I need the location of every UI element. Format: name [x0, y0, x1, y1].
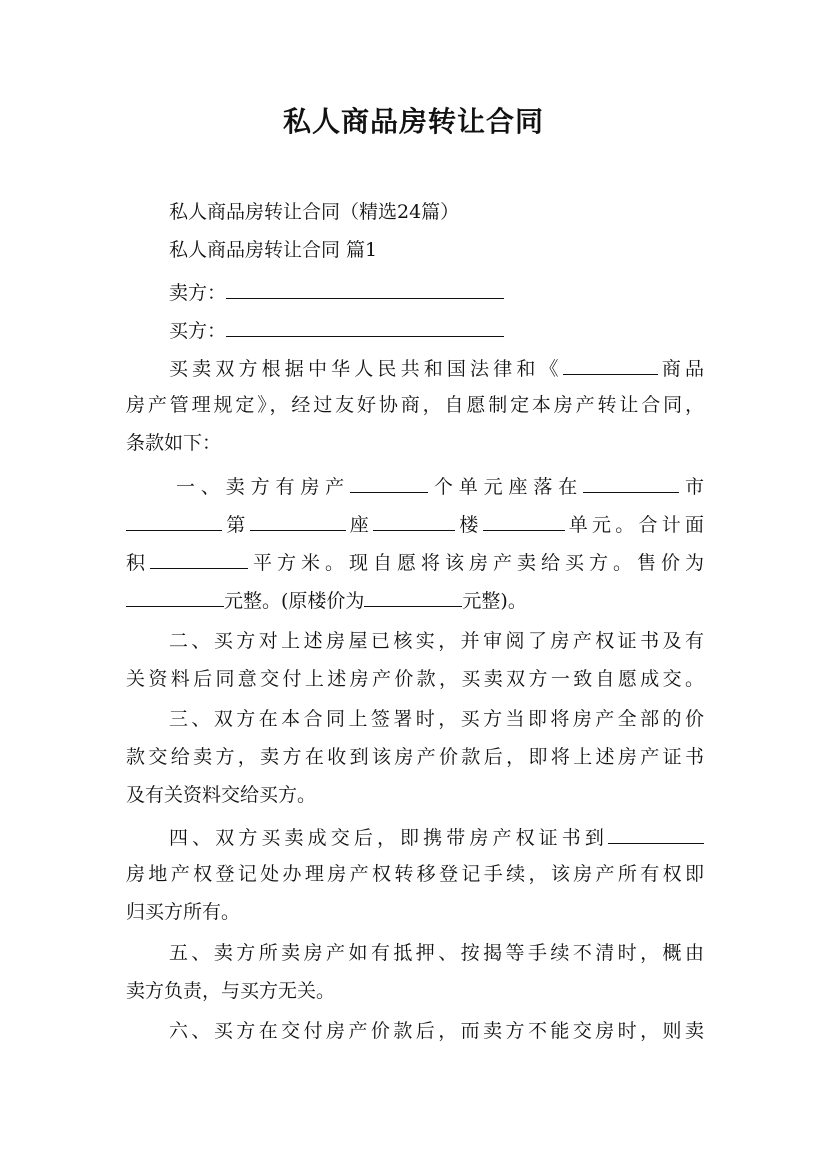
clause3-line-1	[169, 700, 704, 738]
clause4-text-1: 四、双方买卖成交后，即携带房产权证书到	[169, 827, 608, 849]
buyer-label: 买方：	[169, 320, 227, 342]
clause5-line-2	[126, 972, 704, 1010]
intro-line-3	[126, 424, 704, 462]
clause1-line-4	[126, 580, 704, 618]
city-blank[interactable]	[583, 466, 679, 493]
section-heading-line	[169, 231, 704, 269]
clause5-text-2: 卖方负责，与买方无关。	[126, 980, 336, 1002]
intro-line-1	[169, 348, 704, 386]
floor-blank[interactable]	[483, 504, 565, 531]
intro-text-b: 商品	[657, 358, 704, 380]
district-blank[interactable]	[126, 504, 222, 531]
intro-text-a: 买卖双方根据中华人民共和国法律和《	[169, 358, 563, 380]
section-heading: 私人商品房转让合同 篇1	[169, 239, 378, 261]
clause4-line-3	[126, 893, 704, 931]
intro-text-2: 房产管理规定》，经过友好协商，自愿制定本房产转让合同，	[126, 394, 704, 416]
clause1-text-h: 积	[126, 552, 150, 574]
regulation-blank[interactable]	[563, 348, 658, 375]
clause3-text-1: 三、双方在本合同上签署时，买方当即将房产全部的价	[169, 708, 704, 730]
clause1-text-b: 个单元座落在	[428, 476, 584, 498]
clause4-text-2: 房地产权登记处办理房产权转移登记手续，该房产所有权即	[126, 863, 704, 885]
unit-count-blank[interactable]	[350, 466, 428, 493]
clause2-text-1: 二、买方对上述房屋已核实，并审阅了房产权证书及有	[169, 630, 704, 652]
seller-line	[169, 272, 704, 310]
document-title: 私人商品房转让合同	[282, 105, 544, 138]
area-blank[interactable]	[150, 542, 248, 569]
registry-blank[interactable]	[608, 817, 704, 844]
clause1-text-d: 第	[222, 514, 250, 536]
clause1-text-j: 元整。(原楼价为	[224, 590, 365, 612]
clause5-text-1: 五、卖方所卖房产如有抵押、按揭等手续不清时，概由	[169, 942, 704, 964]
clause1-text-e: 座	[345, 514, 373, 536]
clause4-line-1	[169, 817, 704, 855]
seller-blank[interactable]	[226, 272, 504, 299]
clause6-text-1: 六、买方在交付房产价款后，而卖方不能交房时，则卖	[169, 1020, 704, 1042]
block-blank[interactable]	[250, 504, 346, 531]
clause1-line-2	[126, 504, 704, 542]
clause1-text-a: 一、卖方有房产	[176, 476, 351, 498]
subtitle-line	[169, 193, 704, 231]
clause1-text-i: 平方米。现自愿将该房产卖给买方。售价为	[248, 552, 704, 574]
original-price-blank[interactable]	[364, 580, 462, 607]
clause1-text-g: 单元。合计面	[564, 514, 704, 536]
buyer-line	[169, 310, 704, 348]
seller-label: 卖方：	[169, 282, 227, 304]
clause2-line-2	[126, 660, 704, 698]
clause1-text-c: 市	[679, 476, 704, 498]
clause3-line-2	[126, 738, 704, 776]
buyer-blank[interactable]	[226, 310, 504, 337]
clause4-text-3: 归买方所有。	[126, 901, 241, 923]
clause3-text-3: 及有关资料交给买方。	[126, 784, 317, 806]
intro-text-3: 条款如下：	[126, 432, 222, 454]
clause4-line-2	[126, 855, 704, 893]
clause2-text-2: 关资料后同意交付上述房产价款，买卖双方一致自愿成交。	[126, 668, 704, 690]
clause1-text-f: 楼	[455, 514, 483, 536]
clause6-line-1	[169, 1012, 704, 1050]
clause1-text-k: 元整)。	[462, 590, 527, 612]
clause5-line-1	[169, 934, 704, 972]
clause3-line-3	[126, 776, 704, 814]
subtitle: 私人商品房转让合同（精选24篇）	[169, 201, 460, 223]
clause2-line-1	[169, 622, 704, 660]
clause1-line-1	[176, 466, 704, 504]
building-blank[interactable]	[373, 504, 455, 531]
clause3-text-2: 款交给卖方，卖方在收到该房产价款后，即将上述房产证书	[126, 746, 704, 768]
price-blank[interactable]	[126, 580, 224, 607]
clause1-line-3	[126, 542, 704, 580]
intro-line-2	[126, 386, 704, 424]
